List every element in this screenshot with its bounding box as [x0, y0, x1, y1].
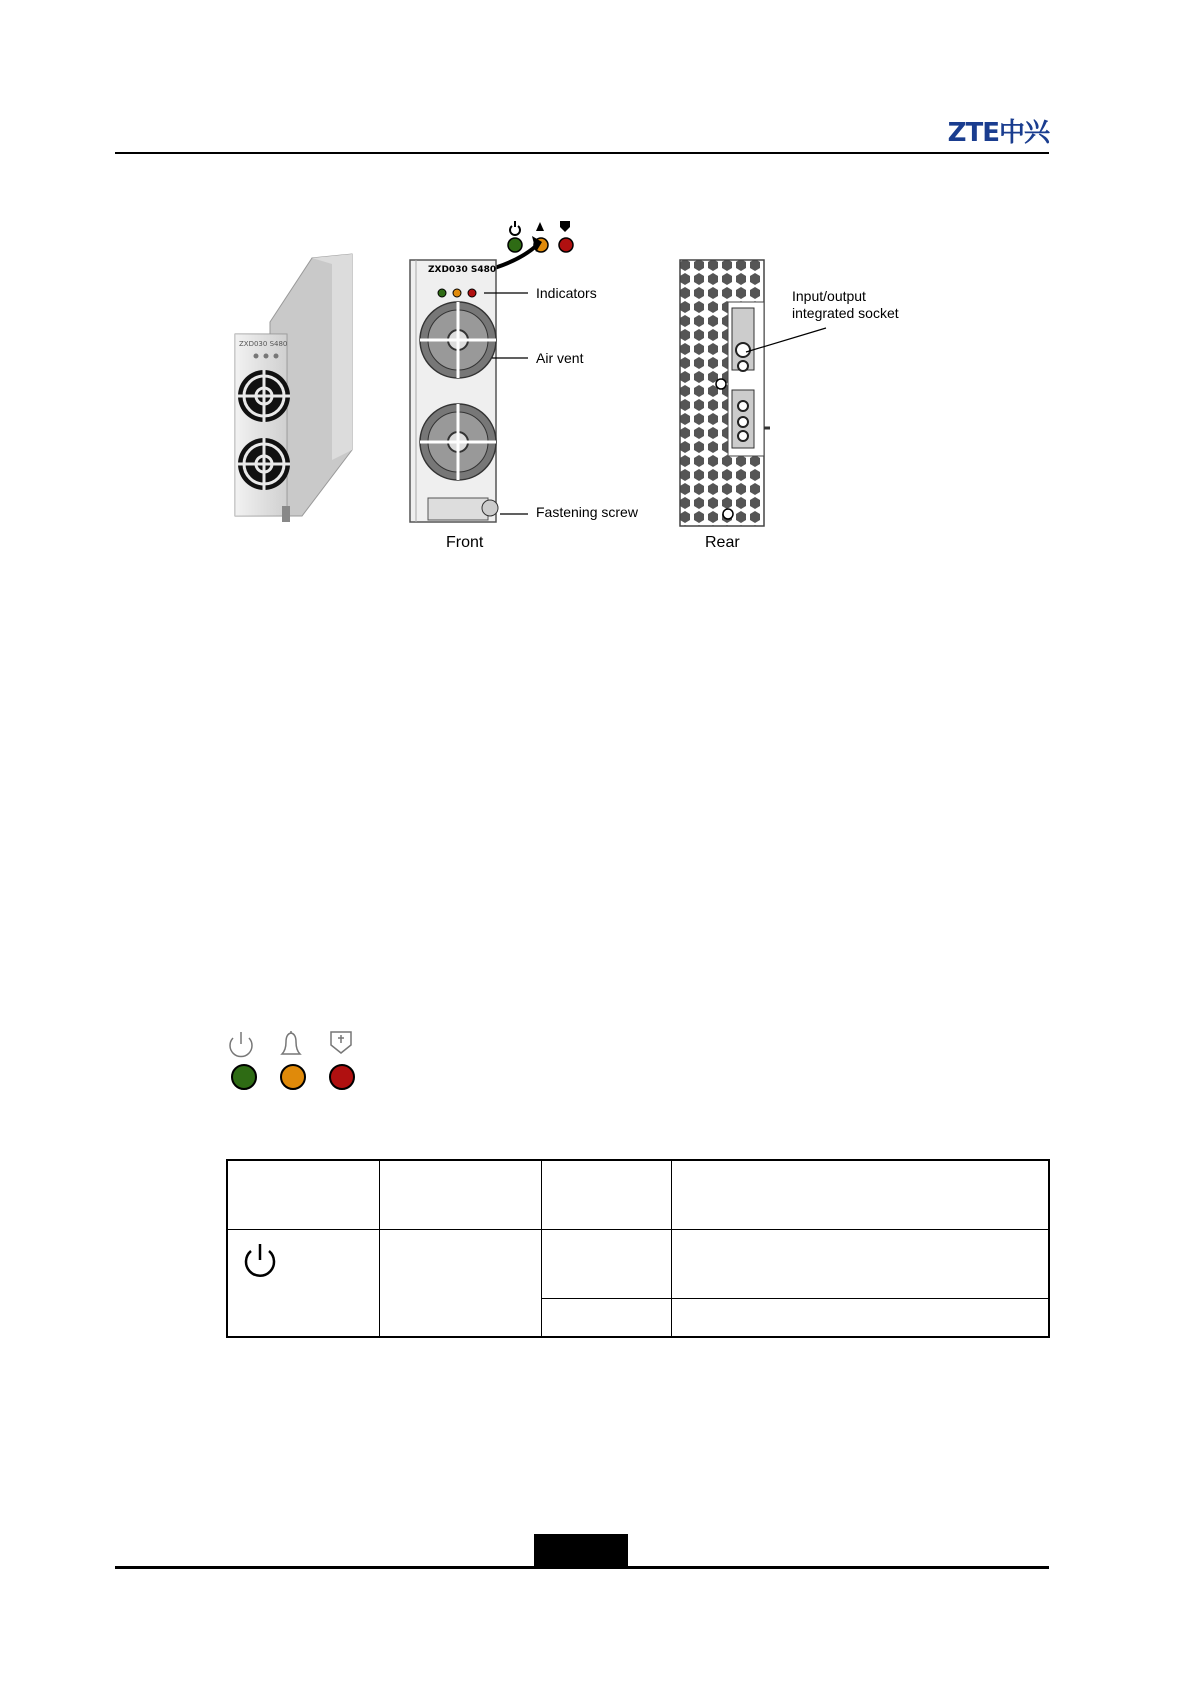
- caption-rear: Rear: [705, 534, 740, 551]
- table-cell: [671, 1229, 1049, 1298]
- power-icon: [240, 1242, 280, 1282]
- label-fastening-screw: Fastening screw: [536, 504, 638, 520]
- table-header-cell: [541, 1160, 671, 1229]
- zoom-indicators: [484, 221, 573, 271]
- rear-callout-line: [740, 320, 840, 360]
- table-cell: [379, 1229, 541, 1337]
- power-icon: [230, 1032, 252, 1057]
- module-photo: [230, 250, 370, 530]
- table-cell: [541, 1298, 671, 1337]
- table-header-row: [227, 1160, 1049, 1229]
- label-socket: Input/output integrated socket: [792, 288, 899, 321]
- indicator-table: [226, 1159, 1050, 1338]
- header-rule: [115, 152, 1049, 154]
- photo-model-text: ZXD030 S480: [239, 340, 288, 348]
- legend-led-green: [232, 1065, 256, 1089]
- footer-rule: [115, 1566, 1049, 1569]
- fault-shield-icon: [331, 1032, 351, 1053]
- label-air-vent: Air vent: [536, 350, 584, 366]
- photo-fan-top: [238, 370, 290, 422]
- legend-led-orange: [281, 1065, 305, 1089]
- photo-fan-bottom: [238, 438, 290, 490]
- table-cell: [541, 1229, 671, 1298]
- legend-led-red: [330, 1065, 354, 1089]
- table-cell: [671, 1298, 1049, 1337]
- page-number-tab: [534, 1534, 628, 1568]
- front-model-text: ZXD030 S480: [428, 265, 497, 275]
- alarm-bell-icon: [282, 1031, 300, 1054]
- caption-front: Front: [446, 534, 484, 551]
- zte-logo: ZTE中兴: [947, 118, 1049, 148]
- table-cell-icon: [227, 1229, 379, 1337]
- table-row: [227, 1229, 1049, 1298]
- label-indicators: Indicators: [536, 285, 597, 301]
- table-header-cell: [379, 1160, 541, 1229]
- table-header-cell: [671, 1160, 1049, 1229]
- front-callout-lines: [480, 280, 540, 520]
- indicator-legend: [226, 1030, 366, 1096]
- table-header-cell: [227, 1160, 379, 1229]
- rear-view: [678, 258, 778, 530]
